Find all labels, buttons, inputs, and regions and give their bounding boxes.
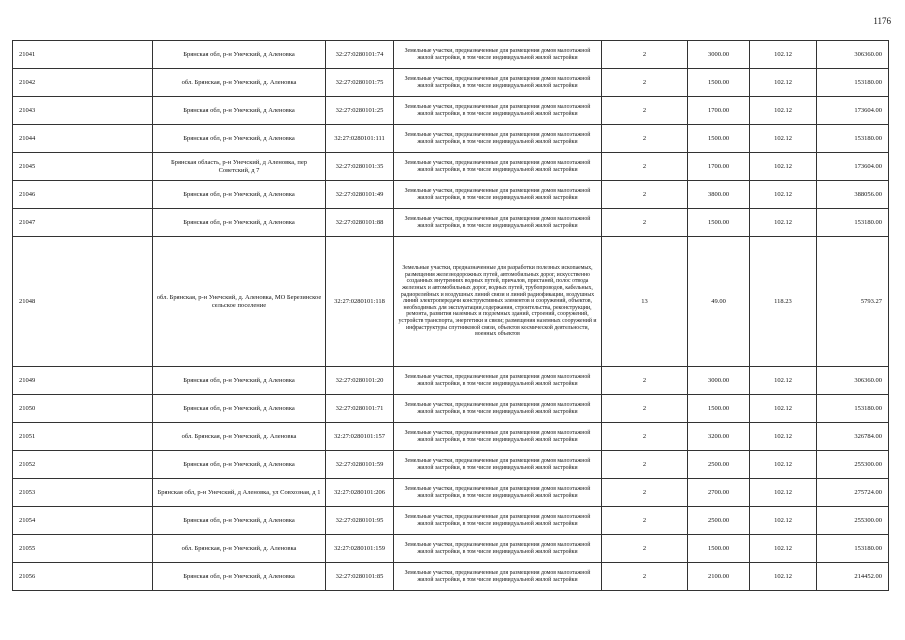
address-cell: Брянская обл, р-н Унечский, д Аленовка [153, 563, 326, 591]
table-row [13, 153, 889, 181]
address-cell: Брянская обл, р-н Унечский, д Аленовка [153, 97, 326, 125]
land-use-description-cell: Земельные участки, предназначенные для размещения домов малоэтажной жилой застройки, в том числе индивидуальной жилой застройки [394, 479, 602, 507]
rate-cell: 102.12 [750, 451, 817, 479]
total-value-cell: 326784.00 [817, 423, 889, 451]
address-cell: Брянская обл, р-н Унечский, д Аленовка [153, 209, 326, 237]
cadastral-number-cell: 32:27:0280101:75 [326, 69, 394, 97]
land-use-description-cell: Земельные участки, предназначенные для размещения домов малоэтажной жилой застройки, в том числе индивидуальной жилой застройки [394, 395, 602, 423]
rate-cell: 102.12 [750, 367, 817, 395]
page-number: 1176 [873, 16, 891, 26]
cadastral-number-cell: 32:27:0280101:35 [326, 153, 394, 181]
rate-cell: 102.12 [750, 153, 817, 181]
area-cell: 2500.00 [688, 451, 750, 479]
row-id-cell: 21043 [13, 97, 153, 125]
total-value-cell: 153180.00 [817, 535, 889, 563]
row-id-cell: 21044 [13, 125, 153, 153]
area-cell: 2100.00 [688, 563, 750, 591]
total-value-cell: 153180.00 [817, 209, 889, 237]
total-value-cell: 275724.00 [817, 479, 889, 507]
area-cell: 1500.00 [688, 69, 750, 97]
rate-cell: 102.12 [750, 507, 817, 535]
address-cell: Брянская обл, р-н Унечский, д Аленовка [153, 41, 326, 69]
count-cell: 2 [602, 507, 688, 535]
table-row [13, 97, 889, 125]
table-row [13, 451, 889, 479]
row-id-cell: 21050 [13, 395, 153, 423]
total-value-cell: 255300.00 [817, 451, 889, 479]
address-cell: Брянская область, р-н Унечский, д Аленовка, пер Советский, д 7 [153, 153, 326, 181]
area-cell: 3200.00 [688, 423, 750, 451]
total-value-cell: 255300.00 [817, 507, 889, 535]
area-cell: 1500.00 [688, 125, 750, 153]
cadastral-number-cell: 32:27:0280101:206 [326, 479, 394, 507]
total-value-cell: 173604.00 [817, 153, 889, 181]
table-body [13, 41, 889, 591]
rate-cell: 102.12 [750, 69, 817, 97]
rate-cell: 102.12 [750, 395, 817, 423]
area-cell: 3800.00 [688, 181, 750, 209]
count-cell: 2 [602, 395, 688, 423]
address-cell: Брянская обл, р-н Унечский, д Аленовка [153, 395, 326, 423]
land-use-description-cell: Земельные участки, предназначенные для размещения домов малоэтажной жилой застройки, в том числе индивидуальной жилой застройки [394, 209, 602, 237]
total-value-cell: 306360.00 [817, 41, 889, 69]
rate-cell: 102.12 [750, 423, 817, 451]
row-id-cell: 21048 [13, 237, 153, 367]
area-cell: 1500.00 [688, 209, 750, 237]
address-cell: Брянская обл, р-н Унечский, д Аленовка [153, 181, 326, 209]
row-id-cell: 21047 [13, 209, 153, 237]
rate-cell: 118.23 [750, 237, 817, 367]
cadastral-number-cell: 32:27:0280101:88 [326, 209, 394, 237]
count-cell: 2 [602, 535, 688, 563]
row-id-cell: 21051 [13, 423, 153, 451]
area-cell: 3000.00 [688, 41, 750, 69]
table-row [13, 563, 889, 591]
area-cell: 1500.00 [688, 535, 750, 563]
rate-cell: 102.12 [750, 479, 817, 507]
land-use-description-cell: Земельные участки, предназначенные для размещения домов малоэтажной жилой застройки, в том числе индивидуальной жилой застройки [394, 367, 602, 395]
count-cell: 2 [602, 451, 688, 479]
total-value-cell: 5793.27 [817, 237, 889, 367]
rate-cell: 102.12 [750, 41, 817, 69]
rate-cell: 102.12 [750, 125, 817, 153]
address-cell: обл. Брянская, р-н Унечский, д. Аленовка [153, 423, 326, 451]
total-value-cell: 214452.00 [817, 563, 889, 591]
row-id-cell: 21041 [13, 41, 153, 69]
cadastral-number-cell: 32:27:0280101:157 [326, 423, 394, 451]
count-cell: 2 [602, 125, 688, 153]
cadastral-number-cell: 32:27:0280101:59 [326, 451, 394, 479]
cadastral-number-cell: 32:27:0280101:20 [326, 367, 394, 395]
table-row [13, 507, 889, 535]
rate-cell: 102.12 [750, 563, 817, 591]
row-id-cell: 21055 [13, 535, 153, 563]
cadastral-number-cell: 32:27:0280101:25 [326, 97, 394, 125]
row-id-cell: 21046 [13, 181, 153, 209]
cadastral-number-cell: 32:27:0280101:118 [326, 237, 394, 367]
rate-cell: 102.12 [750, 535, 817, 563]
area-cell: 1500.00 [688, 395, 750, 423]
address-cell: Брянская обл, р-н Унечский, д Аленовка [153, 125, 326, 153]
address-cell: Брянская обл, р-н Унечский, д Аленовка [153, 367, 326, 395]
count-cell: 2 [602, 563, 688, 591]
address-cell: Брянская обл, р-н Унечский, д Аленовка, ул Совхозная, д 1 [153, 479, 326, 507]
land-use-description-cell: Земельные участки, предназначенные для размещения домов малоэтажной жилой застройки, в том числе индивидуальной жилой застройки [394, 181, 602, 209]
row-id-cell: 21056 [13, 563, 153, 591]
row-id-cell: 21054 [13, 507, 153, 535]
count-cell: 13 [602, 237, 688, 367]
cadastral-number-cell: 32:27:0280101:49 [326, 181, 394, 209]
count-cell: 2 [602, 153, 688, 181]
row-id-cell: 21042 [13, 69, 153, 97]
area-cell: 3000.00 [688, 367, 750, 395]
land-use-description-cell: Земельные участки, предназначенные для размещения домов малоэтажной жилой застройки, в том числе индивидуальной жилой застройки [394, 125, 602, 153]
row-id-cell: 21049 [13, 367, 153, 395]
cadastral-number-cell: 32:27:0280101:74 [326, 41, 394, 69]
rate-cell: 102.12 [750, 97, 817, 125]
cadastral-number-cell: 32:27:0280101:95 [326, 507, 394, 535]
table-row [13, 395, 889, 423]
rate-cell: 102.12 [750, 209, 817, 237]
table-row [13, 69, 889, 97]
land-use-description-cell: Земельные участки, предназначенные для размещения домов малоэтажной жилой застройки, в том числе индивидуальной жилой застройки [394, 535, 602, 563]
table-row [13, 423, 889, 451]
total-value-cell: 388056.00 [817, 181, 889, 209]
count-cell: 2 [602, 97, 688, 125]
row-id-cell: 21053 [13, 479, 153, 507]
land-use-description-cell: Земельные участки, предназначенные для размещения домов малоэтажной жилой застройки, в том числе индивидуальной жилой застройки [394, 451, 602, 479]
count-cell: 2 [602, 423, 688, 451]
cadastral-number-cell: 32:27:0280101:159 [326, 535, 394, 563]
table-row [13, 41, 889, 69]
address-cell: обл. Брянская, р-н Унечский, д. Аленовка [153, 535, 326, 563]
area-cell: 1700.00 [688, 153, 750, 181]
table-row [13, 237, 889, 367]
table-row [13, 367, 889, 395]
total-value-cell: 153180.00 [817, 125, 889, 153]
count-cell: 2 [602, 69, 688, 97]
table-row [13, 181, 889, 209]
cadastral-number-cell: 32:27:0280101:111 [326, 125, 394, 153]
area-cell: 2700.00 [688, 479, 750, 507]
land-use-description-cell: Земельные участки, предназначенные для размещения домов малоэтажной жилой застройки, в том числе индивидуальной жилой застройки [394, 153, 602, 181]
count-cell: 2 [602, 181, 688, 209]
row-id-cell: 21052 [13, 451, 153, 479]
count-cell: 2 [602, 209, 688, 237]
table-row [13, 125, 889, 153]
address-cell: обл. Брянская, р-н Унечский, д. Аленовка [153, 69, 326, 97]
land-use-description-cell: Земельные участки, предназначенные для размещения домов малоэтажной жилой застройки, в том числе индивидуальной жилой застройки [394, 423, 602, 451]
address-cell: обл. Брянская, р-н Унечский, д. Аленовка, МО Березинское сельское поселение [153, 237, 326, 367]
land-use-description-cell: Земельные участки, предназначенные для размещения домов малоэтажной жилой застройки, в том числе индивидуальной жилой застройки [394, 41, 602, 69]
address-cell: Брянская обл, р-н Унечский, д Аленовка [153, 451, 326, 479]
table-row [13, 209, 889, 237]
table-row [13, 535, 889, 563]
land-use-description-cell: Земельные участки, предназначенные для размещения домов малоэтажной жилой застройки, в том числе индивидуальной жилой застройки [394, 507, 602, 535]
land-use-description-cell: Земельные участки, предназначенные для разработки полезных ископаемых, размещения железнодорожных путей, автомобильных дорог, искусственно созданных внутренних водных путей, причалов, пристаней, полос отвода железных и автомобильных дорог, водных путей, трубопроводов, кабельных, радиорелейных и воздушных линий связи и линий радиофикации, воздушных линий электропередачи конструктивных элементов и сооружений, объектов, необходимых для эксплуатации,содержания, строительства, реконструкции, ремонта, развития наземных и подземных зданий, строений, сооружений, устройств транспорта, энергетики и связи; размещения наземных сооружений и инфраструктуры спутниковой связи, объектов космической деятельности, военных объектов [394, 237, 602, 367]
cadastral-number-cell: 32:27:0280101:71 [326, 395, 394, 423]
land-use-description-cell: Земельные участки, предназначенные для размещения домов малоэтажной жилой застройки, в том числе индивидуальной жилой застройки [394, 97, 602, 125]
total-value-cell: 173604.00 [817, 97, 889, 125]
total-value-cell: 306360.00 [817, 367, 889, 395]
area-cell: 49.00 [688, 237, 750, 367]
area-cell: 1700.00 [688, 97, 750, 125]
land-use-description-cell: Земельные участки, предназначенные для размещения домов малоэтажной жилой застройки, в том числе индивидуальной жилой застройки [394, 69, 602, 97]
row-id-cell: 21045 [13, 153, 153, 181]
count-cell: 2 [602, 367, 688, 395]
address-cell: Брянская обл, р-н Унечский, д Аленовка [153, 507, 326, 535]
cadastral-number-cell: 32:27:0280101:85 [326, 563, 394, 591]
cadastral-table [12, 40, 889, 591]
total-value-cell: 153180.00 [817, 395, 889, 423]
rate-cell: 102.12 [750, 181, 817, 209]
area-cell: 2500.00 [688, 507, 750, 535]
count-cell: 2 [602, 479, 688, 507]
total-value-cell: 153180.00 [817, 69, 889, 97]
count-cell: 2 [602, 41, 688, 69]
land-use-description-cell: Земельные участки, предназначенные для размещения домов малоэтажной жилой застройки, в том числе индивидуальной жилой застройки [394, 563, 602, 591]
table-row [13, 479, 889, 507]
